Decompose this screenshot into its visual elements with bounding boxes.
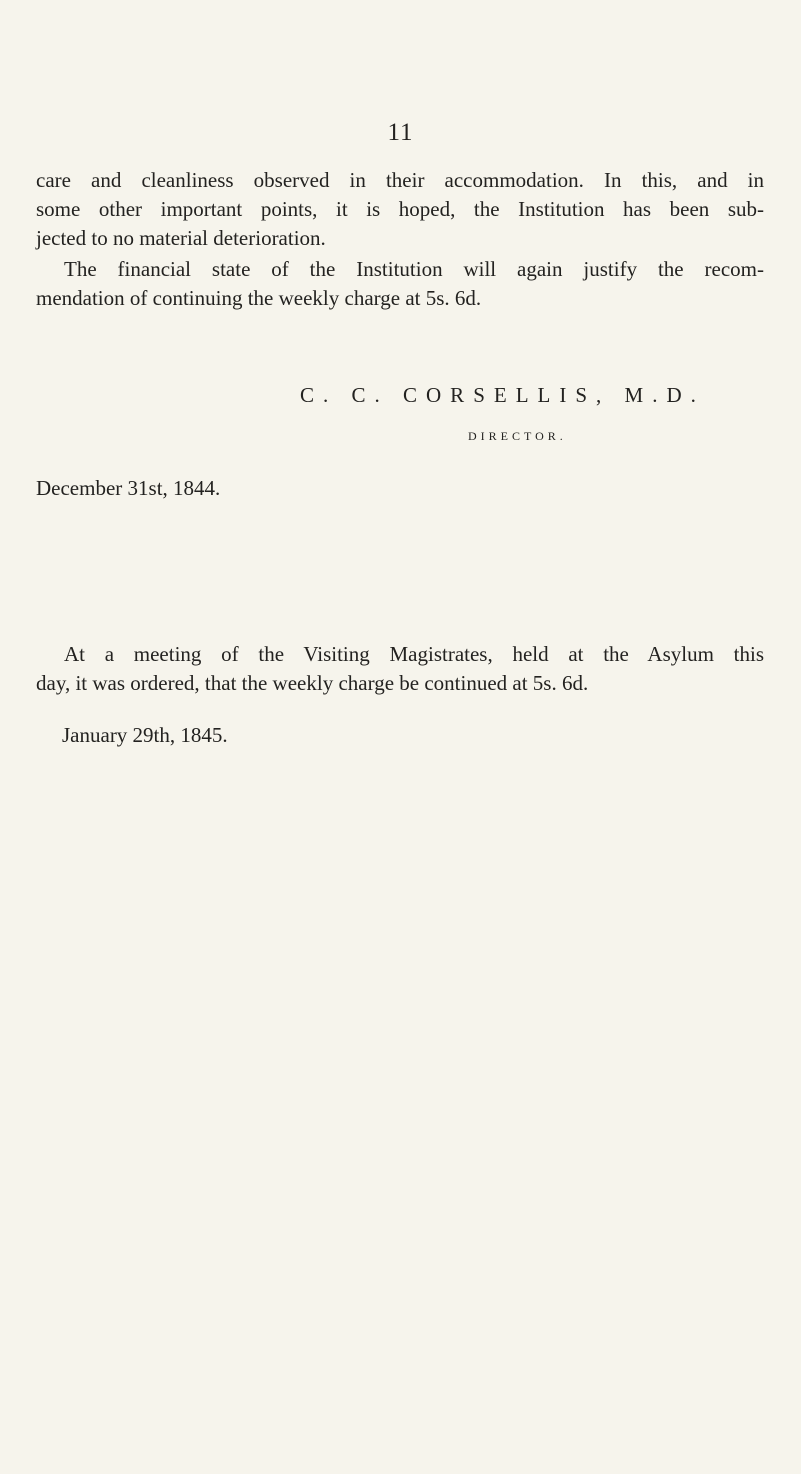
text-line: care and cleanliness observed in their accommodation. In this, and in xyxy=(36,168,764,192)
paragraph-magistrates-meeting xyxy=(36,640,764,698)
text-line: At a meeting of the Visiting Magistrates, held at the Asylum this xyxy=(64,642,764,666)
signature-name: C. C. CORSELLIS, M.D. xyxy=(300,383,705,407)
text-line: mendation of continuing the weekly charge at 5s. 6d. xyxy=(36,286,482,310)
text-line: day, it was ordered, that the weekly charge be continued at 5s. 6d. xyxy=(36,671,589,695)
signature-title: DIRECTOR. xyxy=(468,429,567,443)
report-date: December 31st, 1844. xyxy=(36,476,221,500)
meeting-date: January 29th, 1845. xyxy=(62,723,228,747)
text-line: some other important points, it is hoped, the Institution has been sub- xyxy=(36,197,764,221)
text-line: jected to no material deterioration. xyxy=(36,226,326,250)
page-number: 11 xyxy=(387,119,414,146)
paragraph-financial-state xyxy=(36,255,764,313)
paragraph-accommodation xyxy=(36,166,764,253)
text-line: The financial state of the Institution will again justify the recom- xyxy=(64,257,764,281)
